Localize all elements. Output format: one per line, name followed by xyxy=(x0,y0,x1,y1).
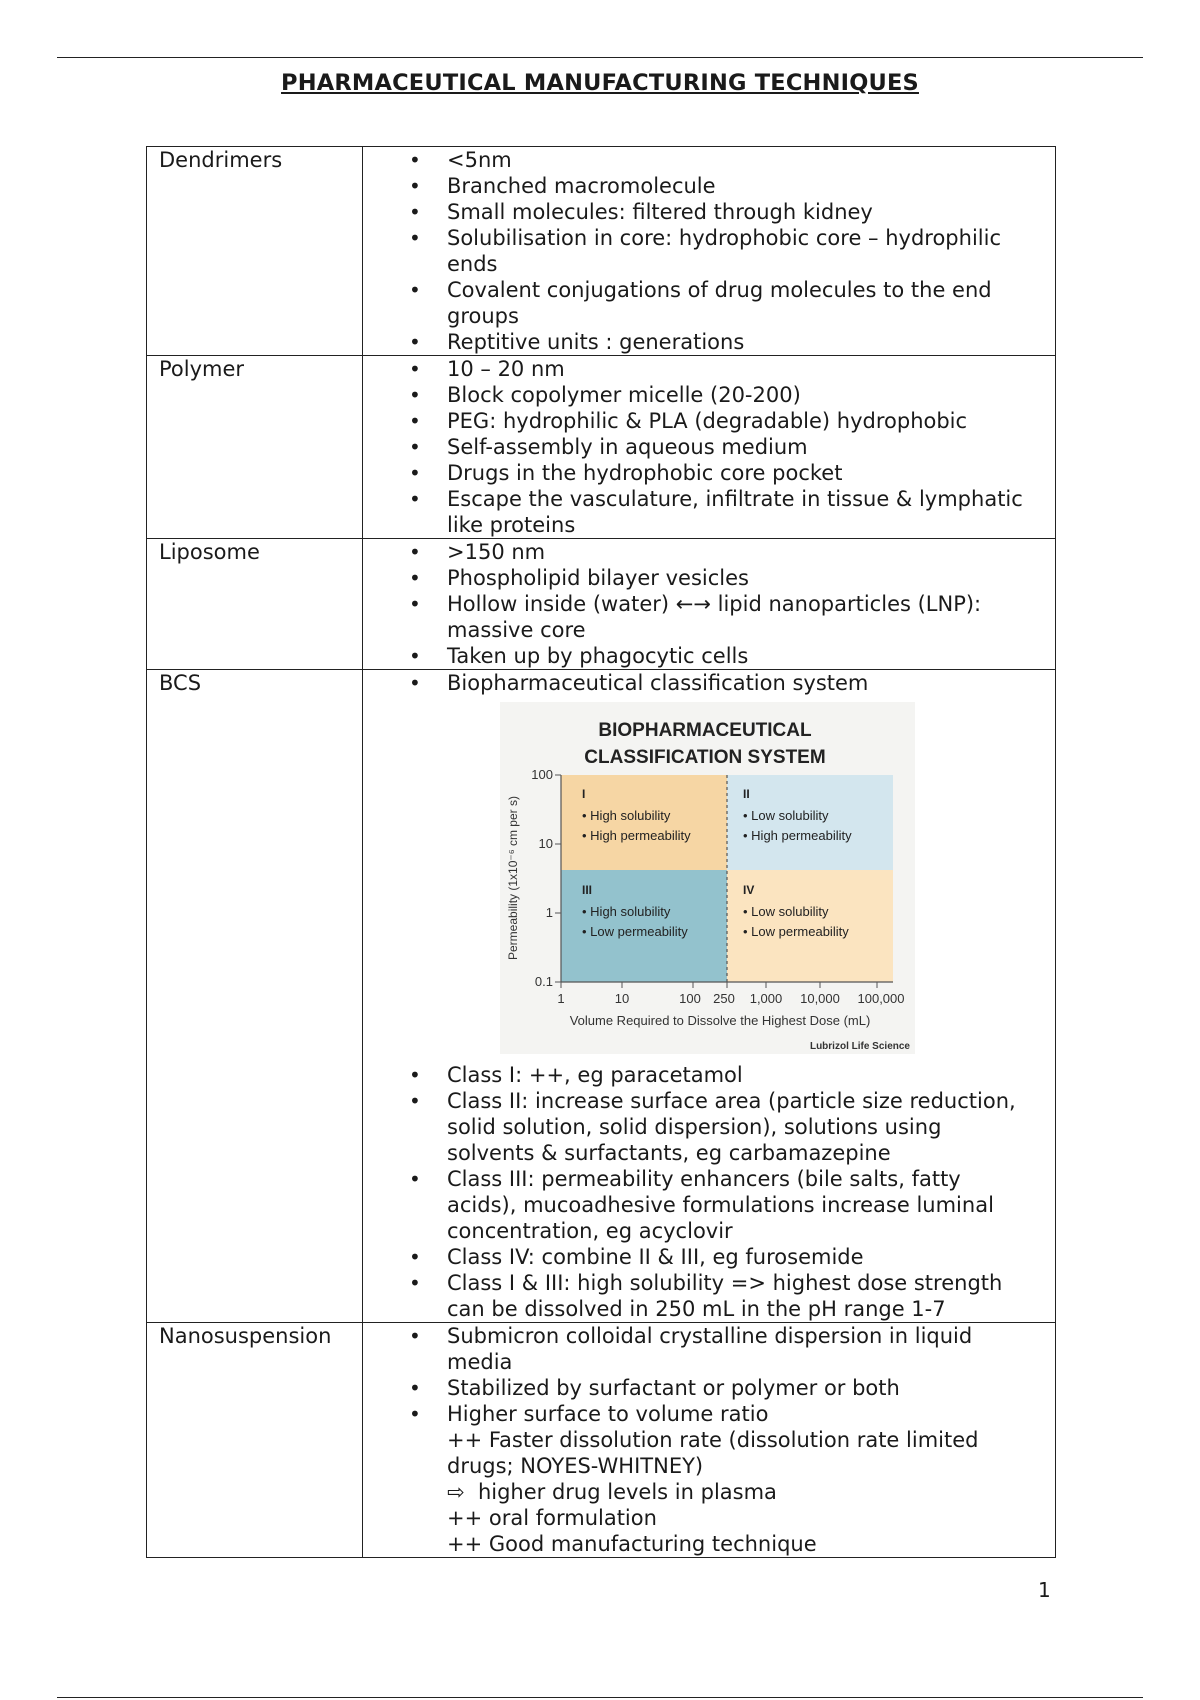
row-description xyxy=(363,356,1056,539)
x-tick-label: 1 xyxy=(557,991,565,1006)
row-term: BCS xyxy=(147,670,363,1323)
quadrant-iv-id: IV xyxy=(743,883,755,897)
bcs-figure xyxy=(363,696,1031,1062)
quadrant-ii-line1: • Low solubility xyxy=(743,808,829,823)
row-description xyxy=(363,147,1056,356)
list-item: • Class III: permeability enhancers (bile salts, fatty acids), mucoadhesive formulations increase luminal concentration, eg acyclovir xyxy=(363,1166,1031,1244)
quadrant-iv-line1: • Low solubility xyxy=(743,904,829,919)
x-tick-label: 100,000 xyxy=(857,991,905,1006)
y-axis-label: Permeability (1x10⁻⁶ cm per s) xyxy=(506,796,520,960)
table-row xyxy=(147,1323,1056,1558)
arrow-icon: ⇨ xyxy=(447,1480,478,1504)
y-tick-label: 100 xyxy=(531,767,553,782)
list-item: • Class I: ++, eg paracetamol xyxy=(363,1062,1031,1088)
quadrant-i-id: I xyxy=(582,787,586,801)
list-item: • Branched macromolecule xyxy=(363,173,1031,199)
table-row xyxy=(147,539,1056,670)
list-item: • 10 – 20 nm xyxy=(363,356,1031,382)
list-item: • Class I & III: high solubility => highest dose strength can be dissolved in 250 mL in the pH range 1-7 xyxy=(363,1270,1031,1322)
quadrant-i-line2: • High permeability xyxy=(582,828,691,843)
x-tick-label: 100 xyxy=(679,991,701,1006)
list-item: • Higher surface to volume ratio xyxy=(363,1401,1031,1427)
quadrant-i-line1: • High solubility xyxy=(582,808,671,823)
quadrant-iii-line1: • High solubility xyxy=(582,904,671,919)
row-term: Nanosuspension xyxy=(147,1323,363,1558)
quadrant-ii-id: II xyxy=(743,787,750,801)
list-item: • Biopharmaceutical classification system xyxy=(363,670,1031,696)
bcs-chart xyxy=(500,702,915,1054)
list-item: • >150 nm xyxy=(363,539,1031,565)
x-tick-label: 10 xyxy=(614,991,630,1006)
quadrant-iv-line2: • Low permeability xyxy=(743,924,849,939)
list-item: • Submicron colloidal crystalline dispersion in liquid media xyxy=(363,1323,1031,1375)
figure-title-line1: BIOPHARMACEUTICAL xyxy=(598,720,812,741)
list-item: • Class IV: combine II & III, eg furosemide xyxy=(363,1244,1031,1270)
y-tick-label: 1 xyxy=(545,905,553,920)
list-item: • Hollow inside (water) ←→ lipid nanoparticles (LNP): massive core xyxy=(363,591,1031,643)
figure-title-line2: CLASSIFICATION SYSTEM xyxy=(584,747,826,768)
y-tick-label: 0.1 xyxy=(534,974,553,989)
table-row xyxy=(147,670,1056,1323)
top-rule xyxy=(57,57,1143,58)
x-tick-label: 250 xyxy=(713,991,735,1006)
row-term: Polymer xyxy=(147,356,363,539)
x-axis-label: Volume Required to Dissolve the Highest Dose (mL) xyxy=(569,1013,871,1028)
quadrant-iii-id: III xyxy=(582,883,593,897)
row-term: Dendrimers xyxy=(147,147,363,356)
list-item: • PEG: hydrophilic & PLA (degradable) hydrophobic xyxy=(363,408,1031,434)
note-line xyxy=(363,1479,1031,1505)
note-line: ++ Faster dissolution rate (dissolution rate limited drugs; NOYES-WHITNEY) xyxy=(447,1428,979,1478)
list-item: • Solubilisation in core: hydrophobic core – hydrophilic ends xyxy=(363,225,1031,277)
list-item: • Class II: increase surface area (particle size reduction, solid solution, solid dispersion), solutions using solvents & surfactants, eg carbamazepine xyxy=(363,1088,1031,1166)
figure-credit: Lubrizol Life Science xyxy=(809,1041,910,1052)
list-item: • Taken up by phagocytic cells xyxy=(363,643,1031,669)
quadrant-ii-line2: • High permeability xyxy=(743,828,852,843)
list-item: • Small molecules: filtered through kidney xyxy=(363,199,1031,225)
row-description xyxy=(363,670,1056,1323)
list-item: • Stabilized by surfactant or polymer or both xyxy=(363,1375,1031,1401)
list-item: • Escape the vasculature, infiltrate in tissue & lymphatic like proteins xyxy=(363,486,1031,538)
page-number: 1 xyxy=(1038,1578,1051,1602)
document-title: PHARMACEUTICAL MANUFACTURING TECHNIQUES xyxy=(281,70,919,96)
note-line: ++ Good manufacturing technique xyxy=(447,1532,817,1556)
bottom-rule xyxy=(57,1697,1143,1698)
x-tick-label: 10,000 xyxy=(800,991,840,1006)
list-item: • Phospholipid bilayer vesicles xyxy=(363,565,1031,591)
table-row xyxy=(147,356,1056,539)
list-item: • <5nm xyxy=(363,147,1031,173)
list-item: • Covalent conjugations of drug molecules to the end groups xyxy=(363,277,1031,329)
note-text: higher drug levels in plasma xyxy=(477,1480,777,1504)
techniques-table xyxy=(146,146,1056,1558)
list-item: • Block copolymer micelle (20-200) xyxy=(363,382,1031,408)
row-description xyxy=(363,539,1056,670)
note-line: ++ oral formulation xyxy=(447,1506,657,1530)
list-item: • Self-assembly in aqueous medium xyxy=(363,434,1031,460)
table-row xyxy=(147,147,1056,356)
y-tick-label: 10 xyxy=(538,836,553,851)
row-term: Liposome xyxy=(147,539,363,670)
quadrant-iii-line2: • Low permeability xyxy=(582,924,688,939)
list-item: • Drugs in the hydrophobic core pocket xyxy=(363,460,1031,486)
row-description xyxy=(363,1323,1056,1558)
x-tick-label: 1,000 xyxy=(749,991,783,1006)
list-item: • Reptitive units : generations xyxy=(363,329,1031,355)
